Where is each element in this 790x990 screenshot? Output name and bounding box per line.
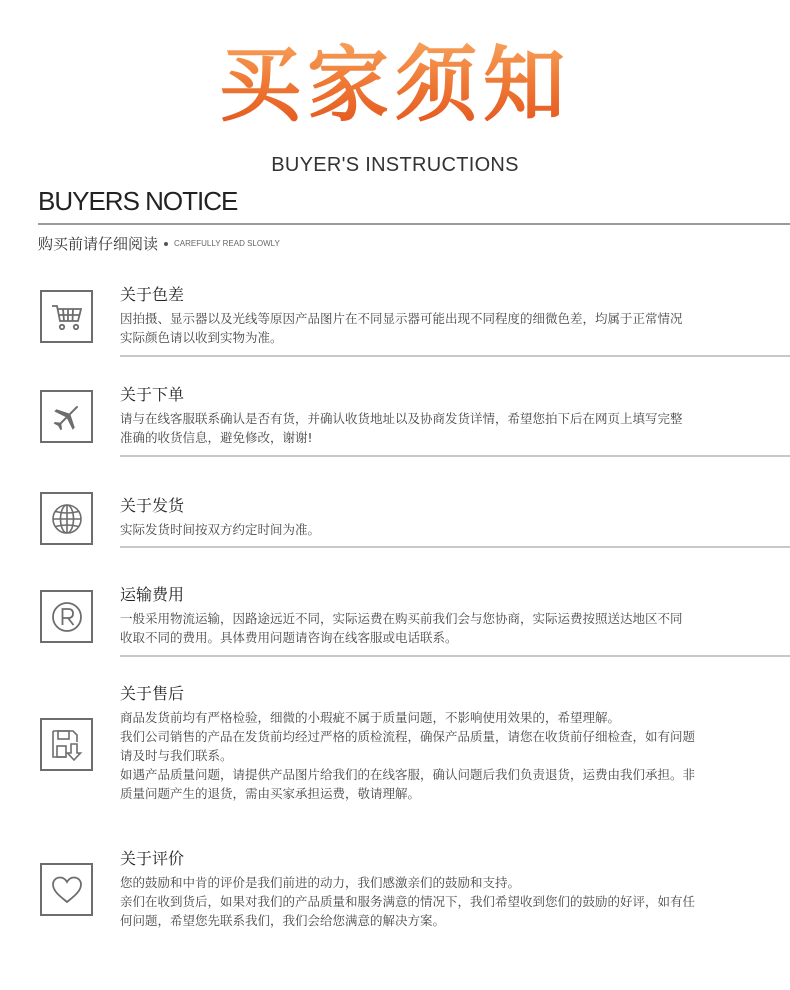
- notice-heading: BUYERS NOTICE: [38, 186, 238, 216]
- page-title: 买家须知: [0, 36, 790, 136]
- item-body: [120, 520, 770, 539]
- save-download-icon: [40, 718, 93, 771]
- item-title: 关于色差: [120, 285, 185, 304]
- notice-divider: [38, 223, 790, 225]
- item-body: [120, 873, 770, 930]
- item-body: [120, 309, 770, 347]
- read-notice-line: [38, 233, 280, 254]
- item-line: 如遇产品质量问题，请提供产品图片给我们的在线客服，确认问题后我们负责退货，运费由我们承担。非: [120, 767, 696, 782]
- read-notice-cn: 购买前请仔细阅读: [38, 235, 159, 253]
- item-divider: [120, 655, 790, 657]
- item-divider: [120, 455, 790, 457]
- shopping-cart-icon: [40, 290, 93, 343]
- item-line: 因拍摄、显示器以及光线等原因产品图片在不同显示器可能出现不同程度的细微色差，均属于正常情况: [120, 311, 683, 326]
- item-divider: [120, 355, 790, 357]
- item-title: 关于售后: [120, 684, 185, 703]
- item-line: 实际发货时间按双方约定时间为准。: [120, 522, 321, 537]
- read-notice-en: CAREFULLY READ SLOWLY: [174, 239, 280, 248]
- page-subtitle: BUYER'S INSTRUCTIONS: [271, 154, 519, 176]
- registered-icon: [40, 590, 93, 643]
- item-line: 收取不同的费用。具体费用问题请咨询在线客服或电话联系。: [120, 630, 458, 645]
- airplane-icon: [40, 390, 93, 443]
- item-line: 准确的收货信息，避免修改，谢谢!: [120, 430, 313, 445]
- item-title: 关于下单: [120, 385, 185, 404]
- item-title: 关于发货: [120, 496, 185, 515]
- heart-icon: [40, 863, 93, 916]
- item-body: [120, 708, 770, 803]
- item-body: [120, 409, 770, 447]
- bullet-dot: [164, 242, 168, 246]
- item-line: 请及时与我们联系。: [120, 748, 233, 763]
- globe-icon: [40, 492, 93, 545]
- item-title: 关于评价: [120, 849, 185, 868]
- item-body: [120, 609, 770, 647]
- item-line: 实际颜色请以收到实物为准。: [120, 330, 283, 345]
- item-title: 运输费用: [120, 585, 185, 604]
- item-divider: [120, 546, 790, 548]
- item-line: 亲们在收到货后，如果对我们的产品质量和服务满意的情况下，我们希望收到您们的鼓励的好评，如有任: [120, 894, 696, 909]
- item-line: 商品发货前均有严格检验，细微的小瑕疵不属于质量问题，不影响使用效果的，希望理解。: [120, 710, 621, 725]
- item-line: 我们公司销售的产品在发货前均经过严格的质检流程，确保产品质量，请您在收货前仔细检查，如有问题: [120, 729, 696, 744]
- item-line: 质量问题产生的退货，需由买家承担运费，敬请理解。: [120, 786, 421, 801]
- item-line: 您的鼓励和中肯的评价是我们前进的动力，我们感激亲们的鼓励和支持。: [120, 875, 521, 890]
- item-line: 请与在线客服联系确认是否有货，并确认收货地址以及协商发货详情，希望您拍下后在网页上填写完整: [120, 411, 683, 426]
- item-line: 一般采用物流运输，因路途远近不同，实际运费在购买前我们会与您协商，实际运费按照送达地区不同: [120, 611, 683, 626]
- item-line: 何问题，希望您先联系我们，我们会给您满意的解决方案。: [120, 913, 446, 928]
